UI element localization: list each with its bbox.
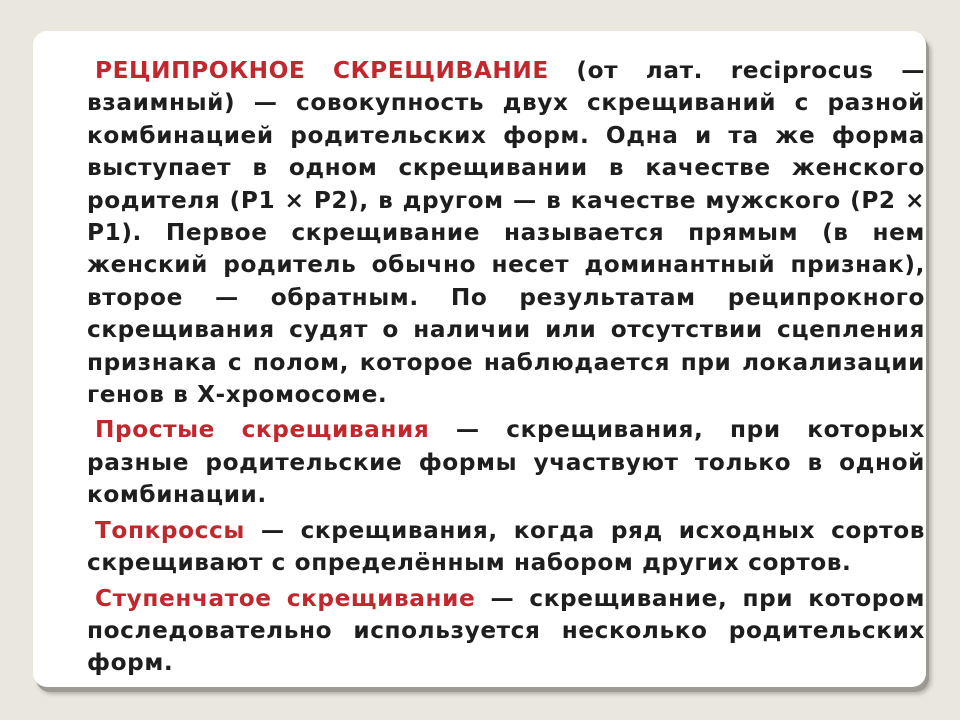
definition-simple-cross: — скрещивания, при которых разные родительские формы участвуют только в одной комбинации. <box>87 416 925 509</box>
definition-stepwise-cross: — скрещивание, при котором последовательно используется несколько родительских форм. <box>87 584 925 677</box>
paragraph-reciprocal-cross <box>87 55 925 411</box>
term-stepwise-cross: Ступенчатое скрещивание <box>95 584 476 612</box>
paragraph-topcross <box>87 515 925 580</box>
paragraph-simple-cross <box>87 414 925 511</box>
term-reciprocal-cross: РЕЦИПРОКНОЕ СКРЕЩИВАНИЕ <box>95 57 549 84</box>
term-simple-cross: Простые скрещивания <box>95 416 430 444</box>
definitions-text <box>87 55 925 683</box>
paragraph-stepwise-cross <box>87 583 925 680</box>
slide-card <box>33 31 926 687</box>
term-topcross: Топкроссы <box>95 516 245 544</box>
definition-reciprocal-cross: (от лат. reciprocus — взаимный) — совокупность двух скрещиваний с разной комбинацией родительских форм. Одна и та же форма выступает в одном скрещивании в качестве женского родителя (P1 × P2), в другом — в качестве мужского (P2 × P1). Первое скрещивание называется прямым (в нем женский родитель обычно несет доминантный признак), второе — обратным. По результатам реципрокного скрещивания судят о наличии или отсутствии сцепления признака с полом, которое наблюдается при локализации генов в Х-хромосоме. <box>87 57 925 409</box>
definition-topcross: — скрещивания, когда ряд исходных сортов скрещивают с определённым набором других сортов. <box>87 516 925 577</box>
